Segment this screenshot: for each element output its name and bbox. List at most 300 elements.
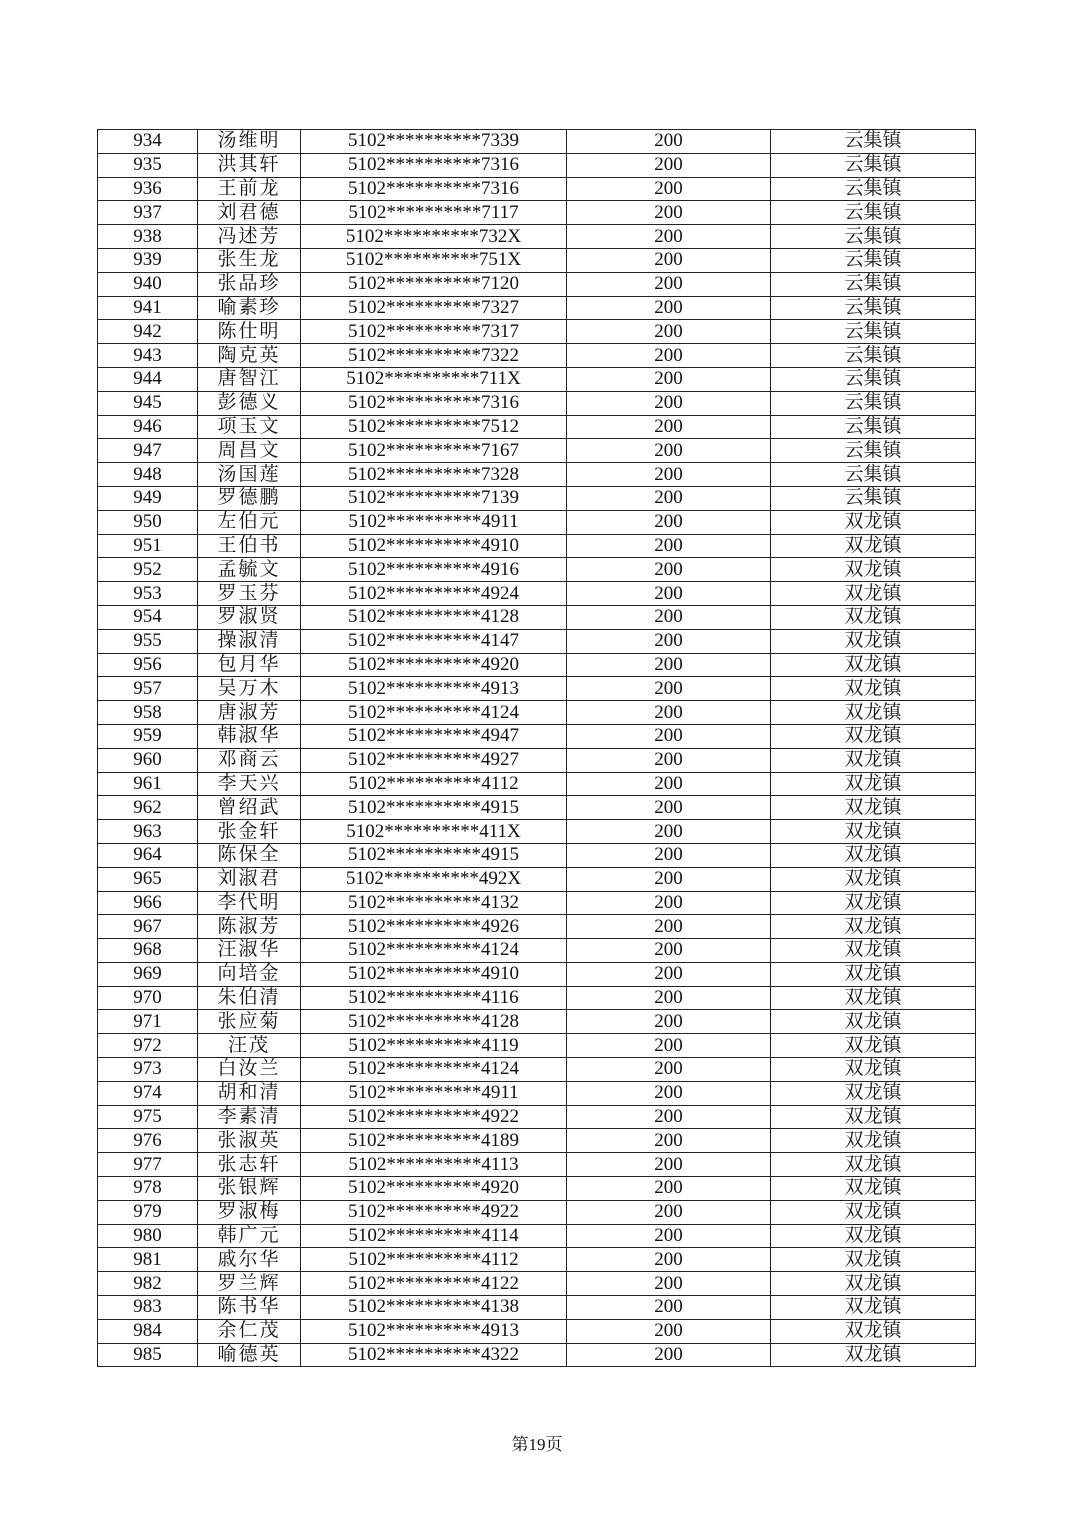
serial-cell: 972 [98, 1034, 198, 1058]
serial-cell: 983 [98, 1296, 198, 1320]
amount-cell: 200 [567, 724, 771, 748]
table-row [98, 1200, 976, 1224]
amount-cell: 200 [567, 296, 771, 320]
serial-cell: 945 [98, 391, 198, 415]
id-number-cell: 5102**********4189 [301, 1129, 567, 1153]
amount-cell: 200 [567, 1319, 771, 1343]
name-cell: 冯述芳 [198, 225, 301, 249]
roster-table [97, 129, 976, 1367]
town-cell: 双龙镇 [771, 1248, 976, 1272]
id-number-cell: 5102**********4922 [301, 1200, 567, 1224]
serial-cell: 985 [98, 1343, 198, 1367]
table-row [98, 415, 976, 439]
town-cell: 双龙镇 [771, 962, 976, 986]
town-cell: 双龙镇 [771, 558, 976, 582]
town-cell: 双龙镇 [771, 1224, 976, 1248]
id-number-cell: 5102**********4138 [301, 1296, 567, 1320]
name-cell: 包月华 [198, 653, 301, 677]
amount-cell: 200 [567, 272, 771, 296]
serial-cell: 953 [98, 582, 198, 606]
amount-cell: 200 [567, 439, 771, 463]
amount-cell: 200 [567, 1200, 771, 1224]
id-number-cell: 5102**********4116 [301, 986, 567, 1010]
name-cell: 左伯元 [198, 510, 301, 534]
page-number: 第19页 [511, 1435, 563, 1454]
amount-cell: 200 [567, 153, 771, 177]
serial-cell: 976 [98, 1129, 198, 1153]
name-cell: 周昌文 [198, 439, 301, 463]
serial-cell: 961 [98, 772, 198, 796]
name-cell: 陈淑芳 [198, 915, 301, 939]
table-row [98, 986, 976, 1010]
serial-cell: 949 [98, 486, 198, 510]
roster-table-body [98, 130, 976, 1367]
id-number-cell: 5102**********4119 [301, 1034, 567, 1058]
id-number-cell: 5102**********7316 [301, 177, 567, 201]
amount-cell: 200 [567, 415, 771, 439]
town-cell: 云集镇 [771, 367, 976, 391]
table-row [98, 391, 976, 415]
serial-cell: 951 [98, 534, 198, 558]
table-row [98, 582, 976, 606]
id-number-cell: 5102**********4132 [301, 891, 567, 915]
table-row [98, 891, 976, 915]
serial-cell: 981 [98, 1248, 198, 1272]
table-row [98, 1319, 976, 1343]
table-row [98, 677, 976, 701]
town-cell: 双龙镇 [771, 1010, 976, 1034]
town-cell: 双龙镇 [771, 1105, 976, 1129]
id-number-cell: 5102**********4924 [301, 582, 567, 606]
serial-cell: 984 [98, 1319, 198, 1343]
town-cell: 双龙镇 [771, 534, 976, 558]
serial-cell: 962 [98, 796, 198, 820]
serial-cell: 936 [98, 177, 198, 201]
id-number-cell: 5102**********4124 [301, 939, 567, 963]
id-number-cell: 5102**********7316 [301, 153, 567, 177]
name-cell: 向培金 [198, 962, 301, 986]
amount-cell: 200 [567, 772, 771, 796]
amount-cell: 200 [567, 510, 771, 534]
amount-cell: 200 [567, 486, 771, 510]
table-row [98, 939, 976, 963]
table-row [98, 1296, 976, 1320]
name-cell: 张生龙 [198, 248, 301, 272]
serial-cell: 964 [98, 843, 198, 867]
amount-cell: 200 [567, 1224, 771, 1248]
name-cell: 唐淑芳 [198, 701, 301, 725]
serial-cell: 957 [98, 677, 198, 701]
name-cell: 白汝兰 [198, 1058, 301, 1082]
amount-cell: 200 [567, 1153, 771, 1177]
serial-cell: 948 [98, 463, 198, 487]
town-cell: 双龙镇 [771, 1319, 976, 1343]
serial-cell: 940 [98, 272, 198, 296]
town-cell: 双龙镇 [771, 1153, 976, 1177]
table-row [98, 629, 976, 653]
serial-cell: 938 [98, 225, 198, 249]
table-row [98, 558, 976, 582]
amount-cell: 200 [567, 820, 771, 844]
amount-cell: 200 [567, 177, 771, 201]
town-cell: 双龙镇 [771, 1081, 976, 1105]
name-cell: 李代明 [198, 891, 301, 915]
town-cell: 双龙镇 [771, 1177, 976, 1201]
id-number-cell: 5102**********411X [301, 820, 567, 844]
amount-cell: 200 [567, 867, 771, 891]
amount-cell: 200 [567, 1010, 771, 1034]
table-row [98, 367, 976, 391]
table-row [98, 605, 976, 629]
id-number-cell: 5102**********4913 [301, 677, 567, 701]
id-number-cell: 5102**********4147 [301, 629, 567, 653]
amount-cell: 200 [567, 1034, 771, 1058]
name-cell: 韩广元 [198, 1224, 301, 1248]
town-cell: 双龙镇 [771, 1058, 976, 1082]
serial-cell: 958 [98, 701, 198, 725]
id-number-cell: 5102**********7117 [301, 201, 567, 225]
amount-cell: 200 [567, 1129, 771, 1153]
table-row [98, 1034, 976, 1058]
town-cell: 双龙镇 [771, 677, 976, 701]
table-row [98, 510, 976, 534]
id-number-cell: 5102**********4920 [301, 653, 567, 677]
table-row [98, 1343, 976, 1367]
town-cell: 云集镇 [771, 296, 976, 320]
table-row [98, 1105, 976, 1129]
id-number-cell: 5102**********7317 [301, 320, 567, 344]
town-cell: 云集镇 [771, 415, 976, 439]
amount-cell: 200 [567, 701, 771, 725]
id-number-cell: 5102**********711X [301, 367, 567, 391]
table-row [98, 1058, 976, 1082]
id-number-cell: 5102**********7120 [301, 272, 567, 296]
town-cell: 双龙镇 [771, 1200, 976, 1224]
amount-cell: 200 [567, 1296, 771, 1320]
id-number-cell: 5102**********7512 [301, 415, 567, 439]
name-cell: 刘淑君 [198, 867, 301, 891]
serial-cell: 959 [98, 724, 198, 748]
amount-cell: 200 [567, 534, 771, 558]
name-cell: 罗兰辉 [198, 1272, 301, 1296]
name-cell: 喻德英 [198, 1343, 301, 1367]
table-row [98, 272, 976, 296]
amount-cell: 200 [567, 605, 771, 629]
amount-cell: 200 [567, 677, 771, 701]
table-row [98, 201, 976, 225]
town-cell: 云集镇 [771, 391, 976, 415]
serial-cell: 947 [98, 439, 198, 463]
amount-cell: 200 [567, 796, 771, 820]
amount-cell: 200 [567, 320, 771, 344]
id-number-cell: 5102**********4114 [301, 1224, 567, 1248]
amount-cell: 200 [567, 367, 771, 391]
amount-cell: 200 [567, 582, 771, 606]
serial-cell: 941 [98, 296, 198, 320]
town-cell: 云集镇 [771, 248, 976, 272]
id-number-cell: 5102**********4112 [301, 772, 567, 796]
serial-cell: 939 [98, 248, 198, 272]
town-cell: 双龙镇 [771, 1034, 976, 1058]
id-number-cell: 5102**********4916 [301, 558, 567, 582]
id-number-cell: 5102**********732X [301, 225, 567, 249]
table-row [98, 1153, 976, 1177]
town-cell: 双龙镇 [771, 986, 976, 1010]
amount-cell: 200 [567, 653, 771, 677]
town-cell: 云集镇 [771, 486, 976, 510]
table-row [98, 724, 976, 748]
town-cell: 云集镇 [771, 130, 976, 154]
amount-cell: 200 [567, 843, 771, 867]
table-row [98, 1010, 976, 1034]
id-number-cell: 5102**********4112 [301, 1248, 567, 1272]
table-row [98, 820, 976, 844]
serial-cell: 978 [98, 1177, 198, 1201]
name-cell: 王伯书 [198, 534, 301, 558]
id-number-cell: 5102**********4128 [301, 1010, 567, 1034]
serial-cell: 954 [98, 605, 198, 629]
amount-cell: 200 [567, 1248, 771, 1272]
id-number-cell: 5102**********4910 [301, 962, 567, 986]
id-number-cell: 5102**********4922 [301, 1105, 567, 1129]
table-row [98, 653, 976, 677]
serial-cell: 982 [98, 1272, 198, 1296]
id-number-cell: 5102**********7328 [301, 463, 567, 487]
id-number-cell: 5102**********7316 [301, 391, 567, 415]
amount-cell: 200 [567, 225, 771, 249]
table-row [98, 867, 976, 891]
name-cell: 罗淑梅 [198, 1200, 301, 1224]
amount-cell: 200 [567, 1272, 771, 1296]
table-row [98, 320, 976, 344]
name-cell: 陶克英 [198, 344, 301, 368]
name-cell: 刘君德 [198, 201, 301, 225]
name-cell: 陈书华 [198, 1296, 301, 1320]
name-cell: 洪其轩 [198, 153, 301, 177]
table-row [98, 534, 976, 558]
table-row [98, 344, 976, 368]
town-cell: 双龙镇 [771, 582, 976, 606]
town-cell: 双龙镇 [771, 867, 976, 891]
serial-cell: 937 [98, 201, 198, 225]
table-row [98, 177, 976, 201]
id-number-cell: 5102**********7327 [301, 296, 567, 320]
town-cell: 双龙镇 [771, 724, 976, 748]
amount-cell: 200 [567, 248, 771, 272]
id-number-cell: 5102**********4926 [301, 915, 567, 939]
serial-cell: 943 [98, 344, 198, 368]
town-cell: 双龙镇 [771, 1129, 976, 1153]
town-cell: 云集镇 [771, 439, 976, 463]
name-cell: 喻素珍 [198, 296, 301, 320]
amount-cell: 200 [567, 1177, 771, 1201]
table-row [98, 962, 976, 986]
amount-cell: 200 [567, 1343, 771, 1367]
table-row [98, 130, 976, 154]
id-number-cell: 5102**********4322 [301, 1343, 567, 1367]
serial-cell: 965 [98, 867, 198, 891]
name-cell: 张品珍 [198, 272, 301, 296]
name-cell: 陈保全 [198, 843, 301, 867]
amount-cell: 200 [567, 344, 771, 368]
town-cell: 双龙镇 [771, 1296, 976, 1320]
town-cell: 云集镇 [771, 272, 976, 296]
id-number-cell: 5102**********4128 [301, 605, 567, 629]
name-cell: 罗玉芬 [198, 582, 301, 606]
table-row [98, 248, 976, 272]
name-cell: 朱伯清 [198, 986, 301, 1010]
name-cell: 罗德鹏 [198, 486, 301, 510]
table-row [98, 843, 976, 867]
town-cell: 云集镇 [771, 177, 976, 201]
id-number-cell: 5102**********7322 [301, 344, 567, 368]
serial-cell: 950 [98, 510, 198, 534]
name-cell: 张淑英 [198, 1129, 301, 1153]
table-row [98, 748, 976, 772]
name-cell: 邓商云 [198, 748, 301, 772]
town-cell: 双龙镇 [771, 629, 976, 653]
table-row [98, 225, 976, 249]
id-number-cell: 5102**********7167 [301, 439, 567, 463]
town-cell: 双龙镇 [771, 510, 976, 534]
table-row [98, 796, 976, 820]
name-cell: 汪淑华 [198, 939, 301, 963]
name-cell: 李天兴 [198, 772, 301, 796]
amount-cell: 200 [567, 391, 771, 415]
serial-cell: 968 [98, 939, 198, 963]
table-row [98, 153, 976, 177]
id-number-cell: 5102**********4113 [301, 1153, 567, 1177]
town-cell: 双龙镇 [771, 653, 976, 677]
name-cell: 王前龙 [198, 177, 301, 201]
serial-cell: 946 [98, 415, 198, 439]
id-number-cell: 5102**********4913 [301, 1319, 567, 1343]
name-cell: 唐智江 [198, 367, 301, 391]
table-row [98, 1248, 976, 1272]
id-number-cell: 5102**********7139 [301, 486, 567, 510]
amount-cell: 200 [567, 1105, 771, 1129]
name-cell: 戚尔华 [198, 1248, 301, 1272]
serial-cell: 942 [98, 320, 198, 344]
amount-cell: 200 [567, 1058, 771, 1082]
id-number-cell: 5102**********7339 [301, 130, 567, 154]
town-cell: 双龙镇 [771, 605, 976, 629]
town-cell: 云集镇 [771, 320, 976, 344]
town-cell: 云集镇 [771, 225, 976, 249]
table-row [98, 486, 976, 510]
id-number-cell: 5102**********4911 [301, 1081, 567, 1105]
serial-cell: 979 [98, 1200, 198, 1224]
amount-cell: 200 [567, 962, 771, 986]
name-cell: 张志轩 [198, 1153, 301, 1177]
amount-cell: 200 [567, 558, 771, 582]
id-number-cell: 5102**********492X [301, 867, 567, 891]
table-row [98, 1272, 976, 1296]
town-cell: 双龙镇 [771, 796, 976, 820]
name-cell: 张应菊 [198, 1010, 301, 1034]
name-cell: 罗淑贤 [198, 605, 301, 629]
town-cell: 双龙镇 [771, 772, 976, 796]
id-number-cell: 5102**********4920 [301, 1177, 567, 1201]
town-cell: 双龙镇 [771, 701, 976, 725]
table-row [98, 463, 976, 487]
table-row [98, 1177, 976, 1201]
town-cell: 云集镇 [771, 153, 976, 177]
town-cell: 云集镇 [771, 463, 976, 487]
name-cell: 彭德义 [198, 391, 301, 415]
name-cell: 操淑清 [198, 629, 301, 653]
town-cell: 双龙镇 [771, 820, 976, 844]
name-cell: 张金轩 [198, 820, 301, 844]
id-number-cell: 5102**********4915 [301, 796, 567, 820]
amount-cell: 200 [567, 463, 771, 487]
name-cell: 汪茂 [198, 1034, 301, 1058]
serial-cell: 935 [98, 153, 198, 177]
table-row [98, 701, 976, 725]
serial-cell: 956 [98, 653, 198, 677]
amount-cell: 200 [567, 201, 771, 225]
serial-cell: 969 [98, 962, 198, 986]
serial-cell: 974 [98, 1081, 198, 1105]
serial-cell: 975 [98, 1105, 198, 1129]
serial-cell: 963 [98, 820, 198, 844]
id-number-cell: 5102**********4124 [301, 1058, 567, 1082]
id-number-cell: 5102**********4947 [301, 724, 567, 748]
table-row [98, 772, 976, 796]
amount-cell: 200 [567, 891, 771, 915]
id-number-cell: 5102**********751X [301, 248, 567, 272]
serial-cell: 980 [98, 1224, 198, 1248]
id-number-cell: 5102**********4910 [301, 534, 567, 558]
amount-cell: 200 [567, 915, 771, 939]
serial-cell: 952 [98, 558, 198, 582]
name-cell: 孟毓文 [198, 558, 301, 582]
town-cell: 双龙镇 [771, 1343, 976, 1367]
town-cell: 双龙镇 [771, 1272, 976, 1296]
id-number-cell: 5102**********4927 [301, 748, 567, 772]
name-cell: 曾绍武 [198, 796, 301, 820]
name-cell: 汤维明 [198, 130, 301, 154]
name-cell: 李素清 [198, 1105, 301, 1129]
serial-cell: 955 [98, 629, 198, 653]
id-number-cell: 5102**********4122 [301, 1272, 567, 1296]
town-cell: 云集镇 [771, 344, 976, 368]
town-cell: 云集镇 [771, 201, 976, 225]
amount-cell: 200 [567, 629, 771, 653]
name-cell: 吴万木 [198, 677, 301, 701]
name-cell: 胡和清 [198, 1081, 301, 1105]
amount-cell: 200 [567, 939, 771, 963]
name-cell: 陈仕明 [198, 320, 301, 344]
table-row [98, 296, 976, 320]
serial-cell: 973 [98, 1058, 198, 1082]
name-cell: 项玉文 [198, 415, 301, 439]
table-row [98, 1224, 976, 1248]
amount-cell: 200 [567, 130, 771, 154]
serial-cell: 971 [98, 1010, 198, 1034]
amount-cell: 200 [567, 986, 771, 1010]
amount-cell: 200 [567, 748, 771, 772]
name-cell: 韩淑华 [198, 724, 301, 748]
serial-cell: 977 [98, 1153, 198, 1177]
serial-cell: 967 [98, 915, 198, 939]
amount-cell: 200 [567, 1081, 771, 1105]
id-number-cell: 5102**********4911 [301, 510, 567, 534]
town-cell: 双龙镇 [771, 939, 976, 963]
town-cell: 双龙镇 [771, 891, 976, 915]
name-cell: 余仁茂 [198, 1319, 301, 1343]
table-row [98, 915, 976, 939]
